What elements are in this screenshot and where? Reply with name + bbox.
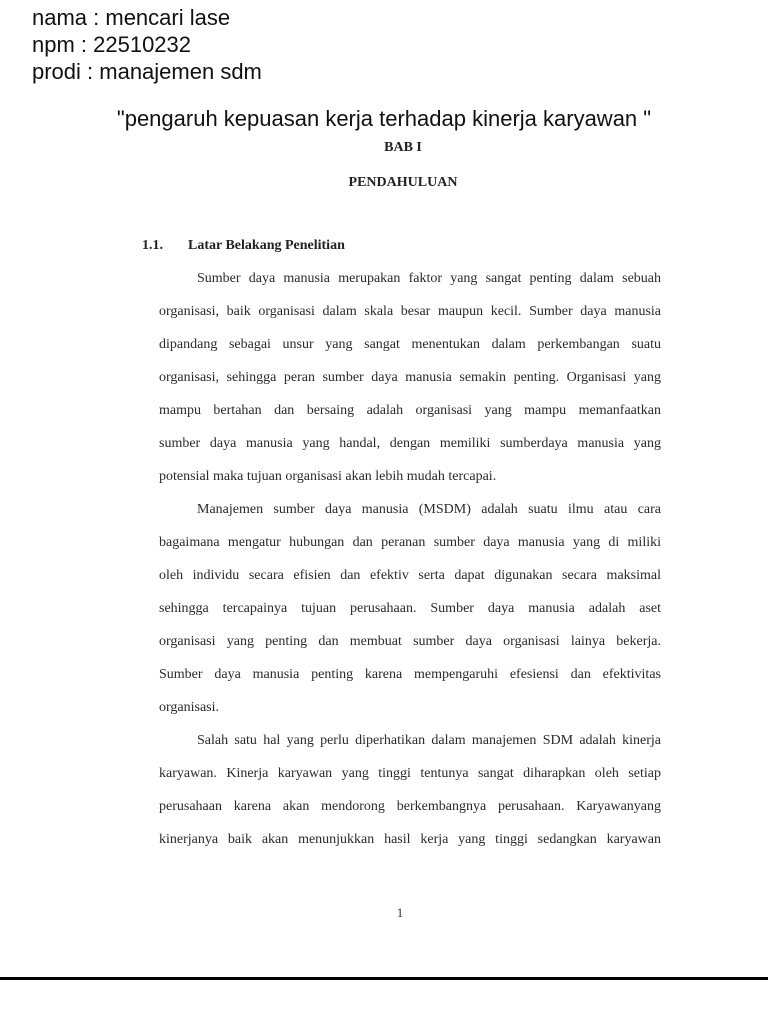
- bottom-divider: [0, 977, 768, 980]
- body-line: Manajemen sumber daya manusia (MSDM) adalah suatu ilmu atau cara: [197, 502, 661, 517]
- body-line: sehingga tercapainya tujuan perusahaan. Sumber daya manusia adalah aset: [159, 601, 661, 616]
- section-number: 1.1.: [142, 238, 163, 253]
- header-line-npm: npm : 22510232: [32, 32, 192, 57]
- body-line: perusahaan karena akan mendorong berkembangnya perusahaan. Karyawanyang: [159, 799, 661, 814]
- body-line: potensial maka tujuan organisasi akan lebih mudah tercapai.: [159, 469, 497, 484]
- body-text: [159, 270, 661, 864]
- header-info: [32, 4, 262, 85]
- body-line: organisasi yang penting dan membuat sumber daya organisasi lainya bekerja.: [159, 634, 661, 649]
- body-line: mampu bertahan dan bersaing adalah organisasi yang mampu memanfaatkan: [159, 403, 661, 418]
- body-line: organisasi.: [159, 700, 220, 715]
- chapter-name: PENDAHULUAN: [348, 175, 458, 190]
- body-line: karyawan. Kinerja karyawan yang tinggi tentunya sangat diharapkan oleh setiap: [159, 766, 661, 781]
- body-line: Sumber daya manusia penting karena mempengaruhi efesiensi dan efektivitas: [159, 667, 661, 682]
- body-line: dipandang sebagai unsur yang sangat menentukan dalam perkembangan suatu: [159, 337, 661, 352]
- chapter-label: BAB I: [384, 140, 422, 155]
- body-line: organisasi, baik organisasi dalam skala besar maupun kecil. Sumber daya manusia: [159, 304, 661, 319]
- document-title: "pengaruh kepuasan kerja terhadap kinerja karyawan ": [116, 106, 652, 131]
- body-line: sumber daya manusia yang handal, dengan memiliki sumberdaya manusia yang: [159, 436, 661, 451]
- body-line: kinerjanya baik akan menunjukkan hasil kerja yang tinggi sedangkan karyawan: [159, 832, 661, 847]
- body-line: bagaimana mengatur hubungan dan peranan sumber daya manusia yang di miliki: [159, 535, 661, 550]
- header-line-prodi: prodi : manajemen sdm: [32, 59, 262, 84]
- body-line: Sumber daya manusia merupakan faktor yang sangat penting dalam sebuah: [197, 271, 661, 286]
- body-line: organisasi, sehingga peran sumber daya manusia semakin penting. Organisasi yang: [159, 370, 661, 385]
- section-title: Latar Belakang Penelitian: [188, 238, 345, 253]
- header-line-nama: nama : mencari lase: [32, 5, 231, 30]
- body-line: oleh individu secara efisien dan efektiv serta dapat digunakan secara maksimal: [159, 568, 661, 583]
- body-line: Salah satu hal yang perlu diperhatikan dalam manajemen SDM adalah kinerja: [197, 733, 661, 748]
- page-number: 1: [396, 905, 404, 920]
- section-heading: [142, 238, 345, 254]
